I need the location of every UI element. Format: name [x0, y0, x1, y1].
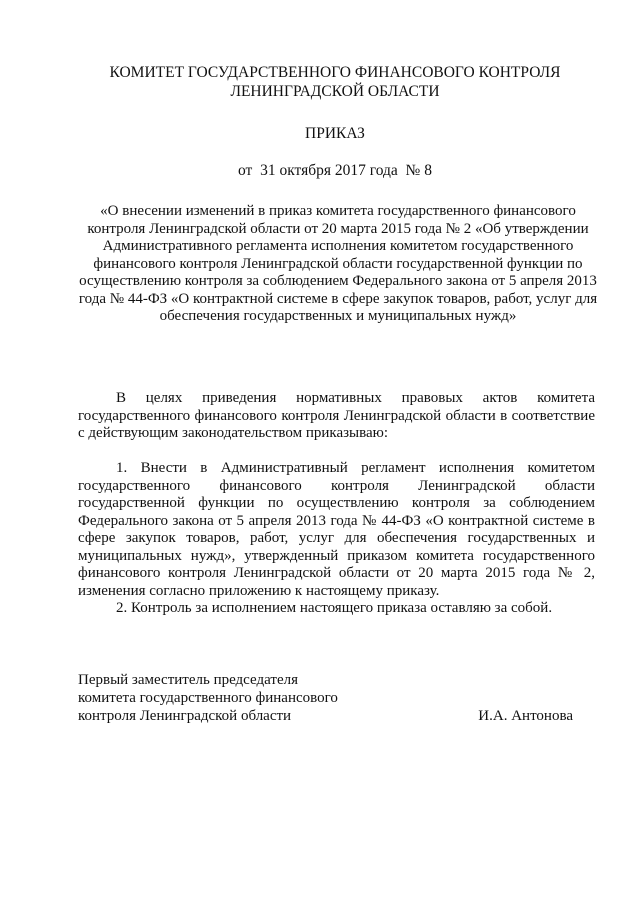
- preamble-paragraph: В целях приведения нормативных правовых актов комитета государственного финансового контроля Ленинградской области в соответствие с действующим законодательством приказываю:: [78, 390, 595, 441]
- signer-name: И.А. Антонова: [478, 708, 573, 724]
- organization-header: [0, 63, 640, 101]
- signer-title-line3: контроля Ленинградской области: [78, 708, 292, 724]
- order-item-2: 2. Контроль за исполнением настоящего приказа оставляю за собой.: [116, 600, 553, 616]
- signer-row: [78, 707, 595, 725]
- organization-name-line1: КОМИТЕТ ГОСУДАРСТВЕННОГО ФИНАНСОВОГО КОНТРОЛЯ: [109, 64, 561, 81]
- order-date-number: от 31 октября 2017 года № 8: [238, 162, 432, 179]
- document-type-title: ПРИКАЗ: [305, 125, 365, 142]
- order-item-1: 1. Внести в Административный регламент исполнения комитетом государственного финансового контроля Ленинградской области государственной функции по осуществлению контроля за соблюдением Федерального закона от 5 апреля 2013 года № 44-ФЗ «О контрактной системе в сфере закупок товаров, работ, услуг для обеспечения государственных и муниципальных нужд», утвержденный приказом комитета государственного финансового контроля Ленинградской области от 20 марта 2015 года № 2, изменения согласно приложению к настоящему приказу.: [78, 460, 595, 599]
- order-subject: «О внесении изменений в приказ комитета государственного финансового контроля Ленинградской области от 20 марта 2015 года № 2 «Об утверждении Административного регламента исполнения комитетом государственного финансового контроля Ленинградской области государственной функции по осуществлению контроля за соблюдением Федерального закона от 5 апреля 2013 года № 44-ФЗ «О контрактной системе в сфере закупок товаров, работ, услуг для обеспечения государственных и муниципальных нужд»: [78, 203, 598, 324]
- signature-block: [78, 671, 595, 725]
- signer-title-line1: Первый заместитель председателя: [78, 672, 298, 688]
- signer-title-line2: комитета государственного финансового: [78, 690, 338, 706]
- organization-name-line2: ЛЕНИНГРАДСКОЙ ОБЛАСТИ: [230, 83, 440, 100]
